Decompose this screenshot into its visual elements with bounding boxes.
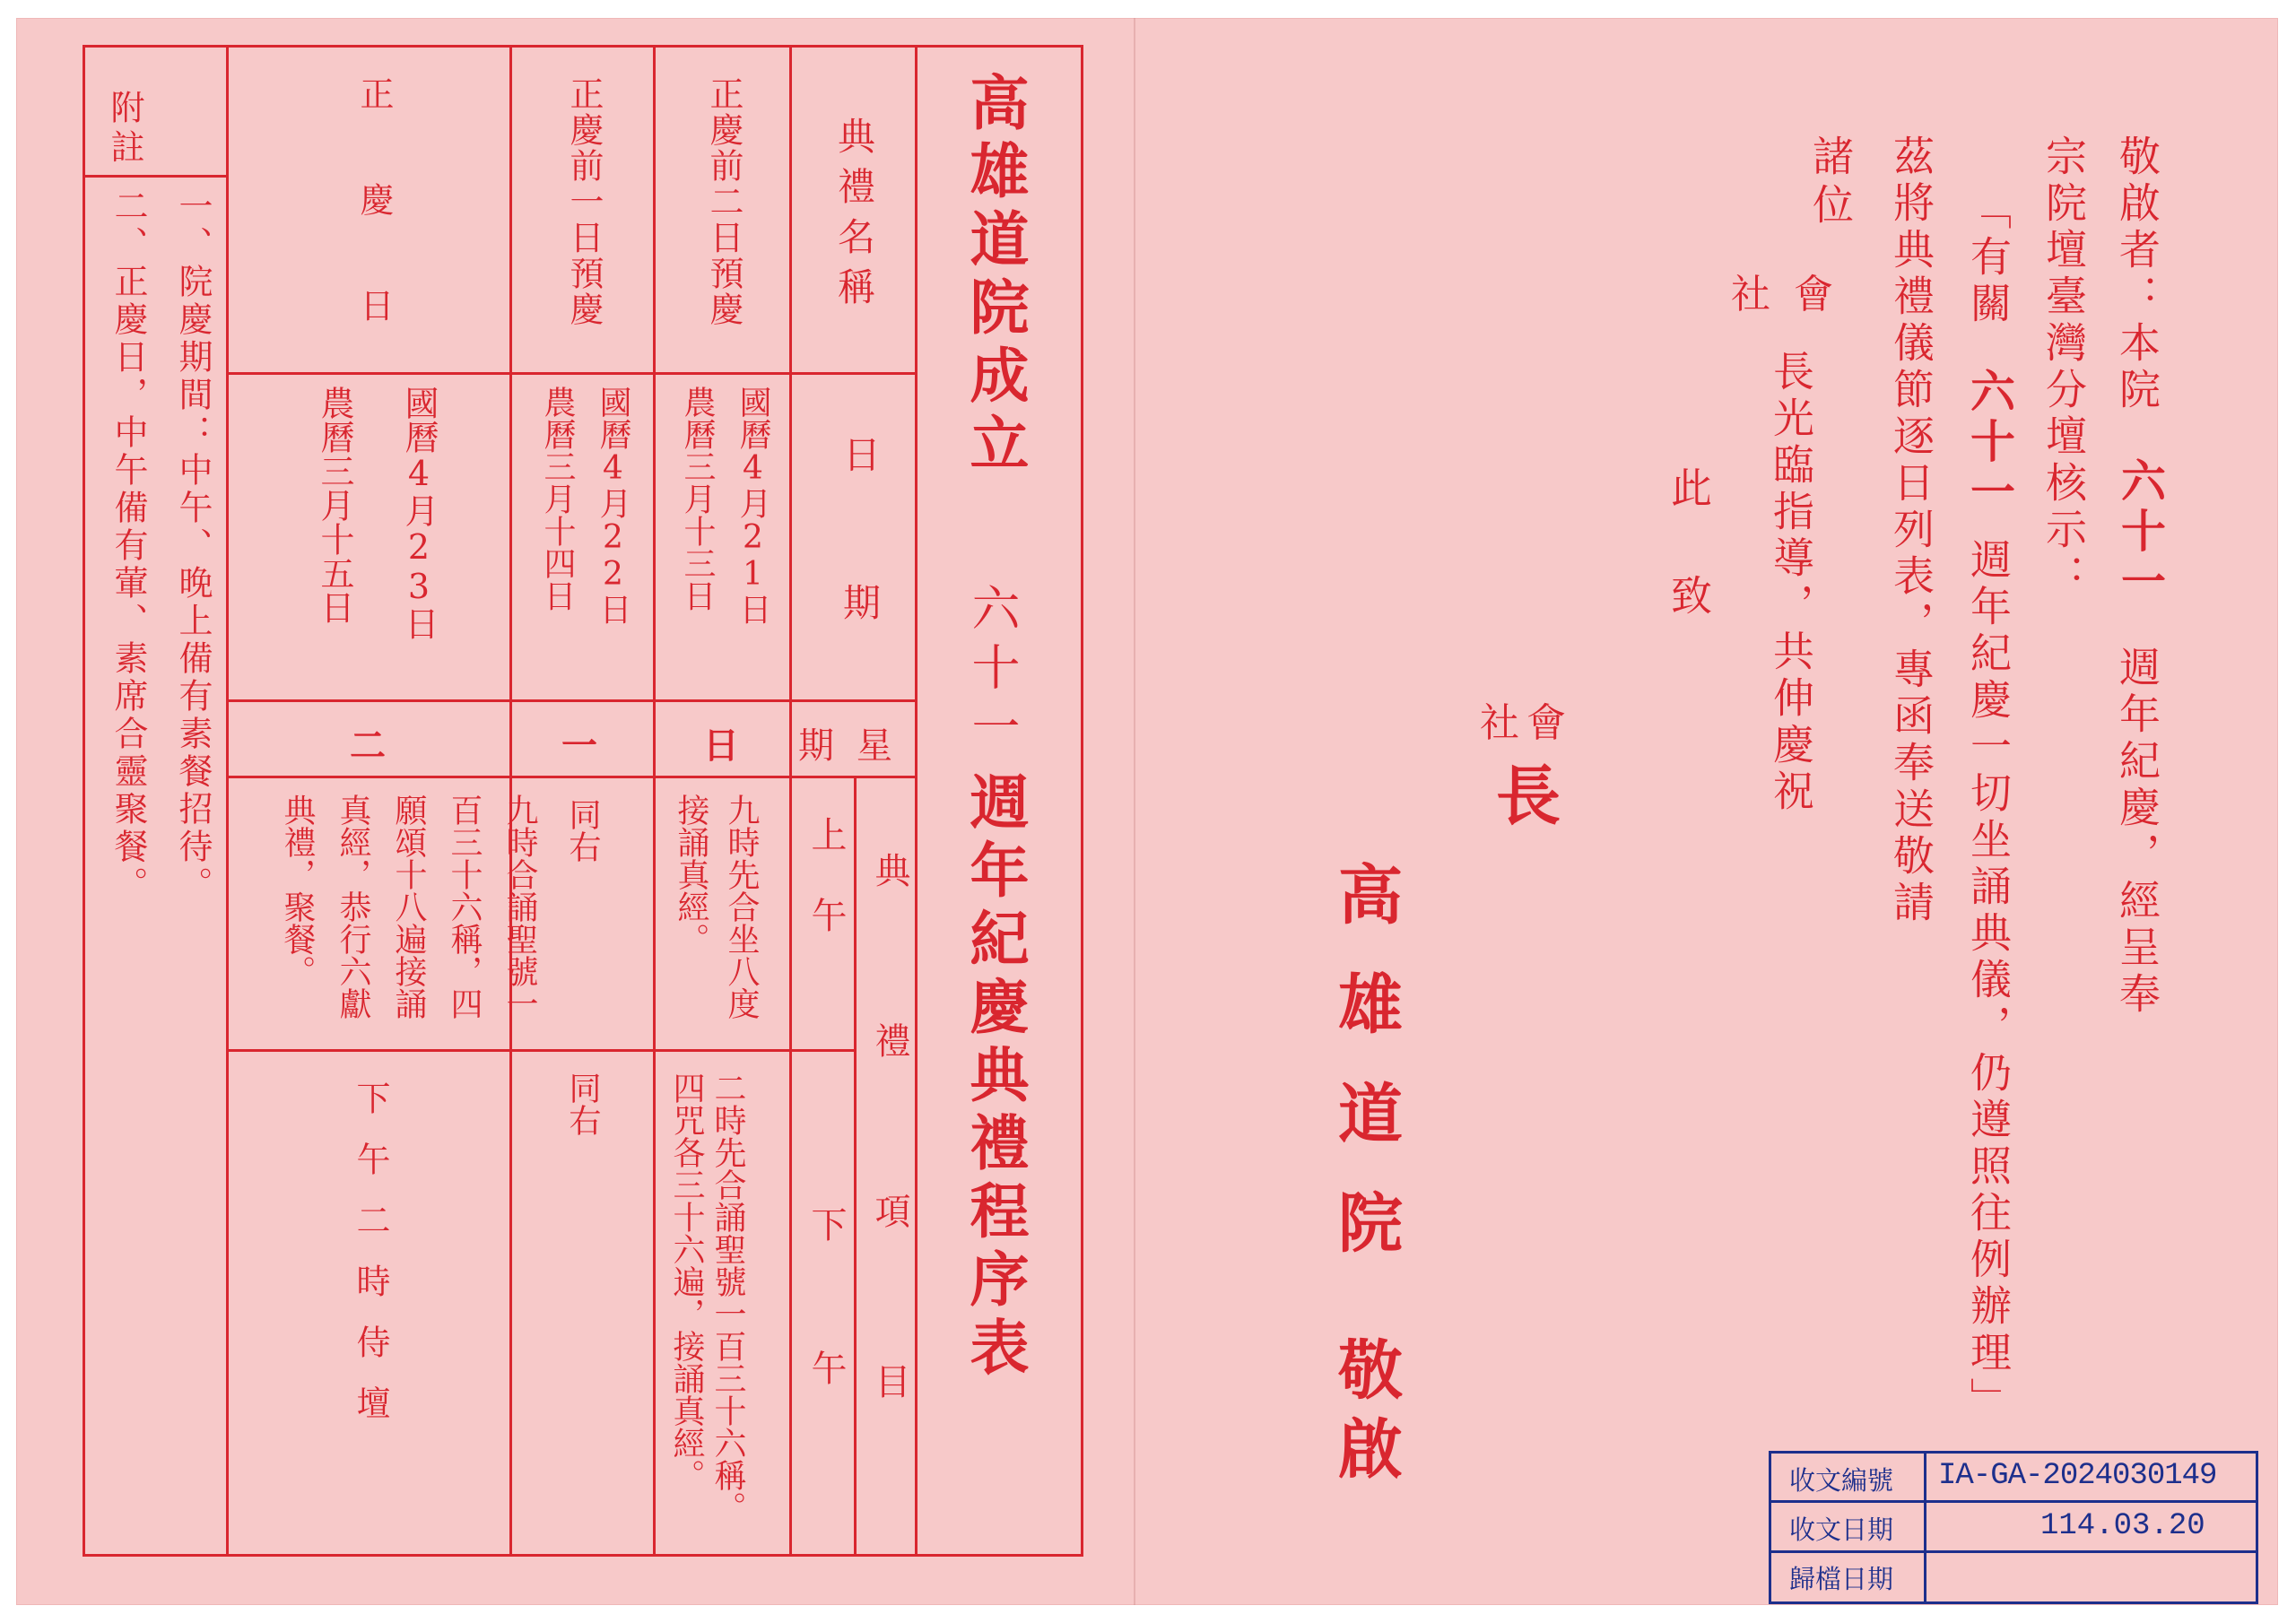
receipt-stamp	[1769, 1451, 2258, 1604]
header-date-1: 日	[838, 435, 882, 473]
row2-date-lunar: 農曆三月十四日	[539, 386, 576, 612]
header-items: 典禮項目	[869, 852, 910, 1533]
header-date-2: 期	[838, 583, 882, 621]
row-divider	[789, 699, 915, 702]
row-divider	[226, 1049, 791, 1052]
letter-line5: 諸位	[1806, 135, 1855, 231]
header-week-2: 星	[857, 725, 892, 767]
row1-weekday: 日	[703, 725, 739, 767]
stamp-value-number: IA-GA-2024030149	[1938, 1459, 2217, 1493]
row1-name: 正慶前二日預慶	[704, 76, 744, 327]
col-divider	[226, 45, 229, 1554]
row-divider	[789, 372, 915, 375]
letter-line5-she: 社	[1731, 272, 1770, 317]
row1-date-lunar: 農曆三月十三日	[679, 386, 716, 612]
row1-pm: 二時先合誦聖號一百三十六稱。四咒各三十六遍，接誦真經。	[668, 1072, 746, 1523]
stamp-value-date: 114.03.20	[2040, 1509, 2205, 1543]
row2-pm: 同右	[564, 1072, 601, 1136]
row3-name: 正慶日	[354, 76, 394, 394]
center-fold	[1134, 18, 1135, 1605]
notes-divider	[83, 175, 229, 178]
letter-line3a: 「有關	[1964, 188, 2013, 328]
sender-name: 高雄道院	[1327, 861, 1404, 1298]
col-divider	[854, 776, 857, 1554]
row3-date-greg: 國曆4月23日	[399, 386, 439, 640]
row-divider	[226, 372, 791, 375]
row-divider	[226, 776, 791, 778]
letter-line5-hui: 會	[1794, 272, 1833, 317]
header-ceremony-name: 典禮名稱	[832, 117, 876, 317]
row-divider	[226, 699, 791, 702]
notes-label: 附註	[105, 90, 144, 169]
title-part1: 高雄道院成立	[960, 72, 1030, 481]
row-divider	[789, 776, 915, 778]
letter-line3-number: 六十一	[1963, 368, 2016, 518]
row2-weekday: 一	[561, 725, 597, 767]
note-1: 一、院慶期間：中午、晚上備有素餐招待。	[173, 188, 213, 904]
col-divider	[653, 45, 656, 1554]
header-week-1: 期	[798, 725, 834, 767]
row1-date-greg: 國曆4月21日	[735, 386, 771, 625]
note-2: 二、正慶日，中午備有葷、素席合靈聚餐。	[109, 188, 148, 904]
row3-pm: 下午二時侍壇	[351, 1081, 390, 1446]
row2-date-greg: 國曆4月22日	[595, 386, 631, 625]
letter-line1-number: 六十一	[2114, 457, 2167, 608]
letter-zhi: 致	[1665, 574, 1713, 615]
col-divider	[789, 45, 792, 1554]
title-part2: 週年紀慶典禮程序表	[960, 771, 1030, 1384]
recipient-hui: 會	[1526, 700, 1566, 746]
letter-line2: 宗院壇臺灣分壇核示：	[2039, 135, 2088, 601]
row2-am: 同右	[564, 798, 601, 863]
header-pm: 下午	[805, 1206, 847, 1493]
stamp-label-number: 收文編號	[1789, 1467, 1894, 1496]
row1-am: 九時先合坐八度接誦真經。	[673, 794, 760, 1020]
letter-line5c: 長光臨指導，共伸慶祝	[1767, 350, 1815, 816]
sender-sign: 敬啟	[1327, 1336, 1404, 1494]
recipient-she: 社	[1480, 700, 1519, 746]
row3-weekday: 二	[350, 725, 386, 767]
header-am: 上午	[805, 816, 847, 977]
row2-name: 正慶前一日預慶	[564, 76, 604, 327]
row3-am: 九時合誦聖號一百三十六稱，四願頌十八遍接誦真經，恭行六獻典禮，聚餐。	[279, 794, 538, 1020]
row3-date-lunar: 農曆三月十五日	[315, 386, 354, 624]
title-number: 六十一	[964, 583, 1021, 760]
recipient-zhang: 長	[1496, 758, 1561, 834]
row-divider	[789, 1049, 857, 1052]
letter-line4: 茲將典禮儀節逐日列表，專函奉送敬請	[1887, 135, 1935, 927]
letter-ci: 此	[1665, 466, 1713, 508]
letter-line3b: 週年紀慶一切坐誦典儀，仍遵照往例辦理」	[1964, 538, 2013, 1424]
stamp-label-archive: 歸檔日期	[1789, 1566, 1894, 1594]
letter-line1b: 週年紀慶，經呈奉	[2113, 646, 2161, 1019]
stamp-label-date: 收文日期	[1789, 1516, 1894, 1545]
letter-line1a: 敬啟者：本院	[2113, 135, 2161, 414]
